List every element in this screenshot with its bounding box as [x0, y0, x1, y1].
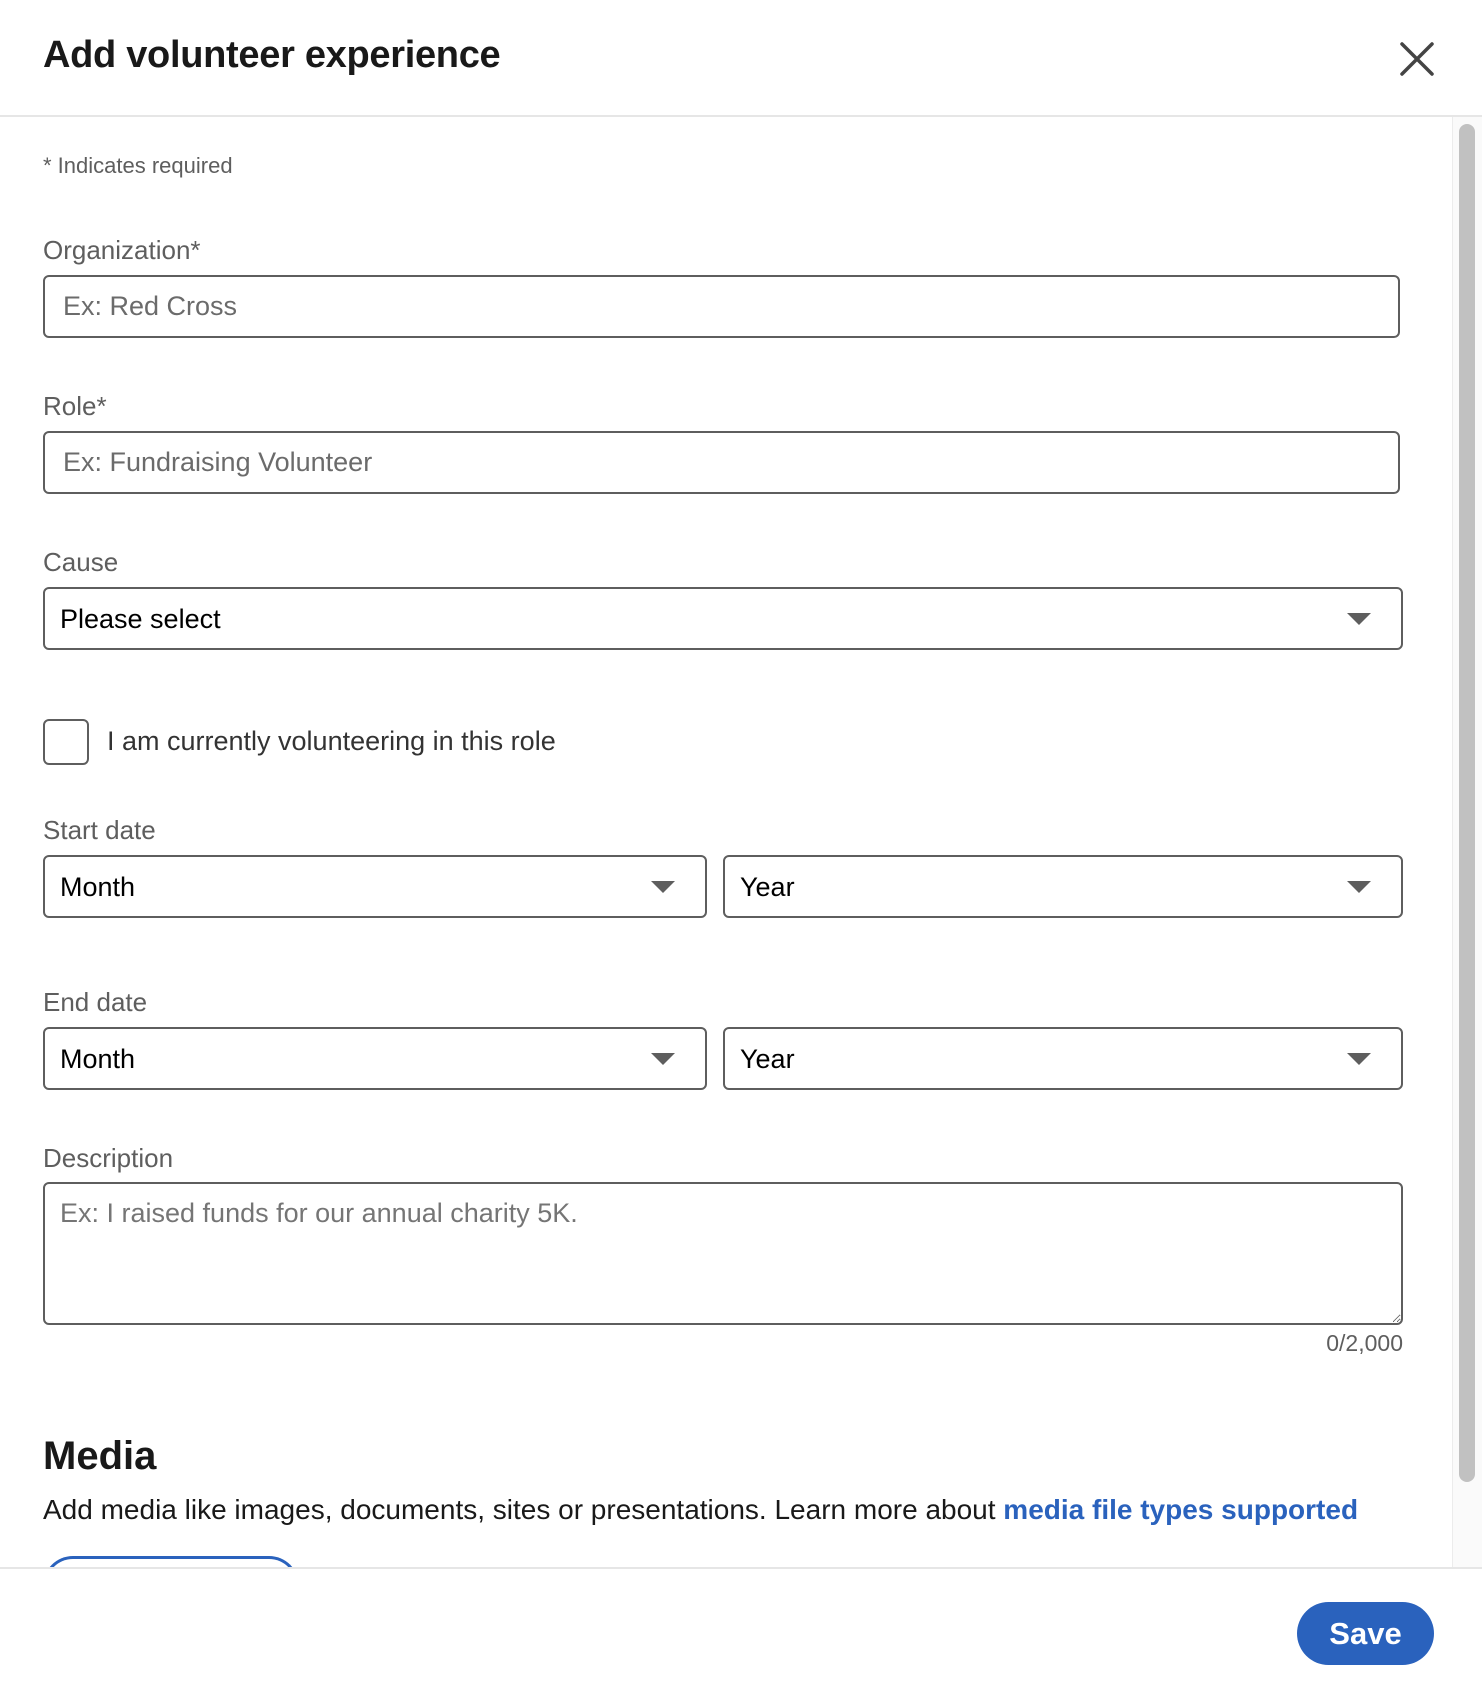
- end-month-select[interactable]: [43, 1027, 707, 1090]
- chevron-down-icon: [1347, 613, 1371, 625]
- organization-input[interactable]: [45, 277, 1398, 336]
- start-year-value: Year: [740, 872, 795, 902]
- required-note: * Indicates required: [43, 153, 233, 178]
- chevron-down-icon: [651, 1053, 675, 1065]
- media-file-types-link[interactable]: media file types supported: [1003, 1494, 1359, 1525]
- media-text: Add media like images, documents, sites or presentations. Learn more about: [43, 1494, 1004, 1525]
- start-month-value: Month: [60, 872, 136, 902]
- scrollbar-thumb[interactable]: [1459, 124, 1475, 1482]
- description-label: Description: [43, 1143, 174, 1173]
- header-divider: [0, 115, 1482, 117]
- currently-volunteering-checkbox[interactable]: [43, 719, 89, 765]
- start-month-select[interactable]: [43, 855, 707, 918]
- cause-select[interactable]: [43, 587, 1403, 650]
- description-textarea[interactable]: [43, 1182, 1403, 1325]
- dialog-footer: [0, 1569, 1482, 1688]
- end-year-select[interactable]: [723, 1027, 1403, 1090]
- media-heading: Media: [43, 1434, 157, 1478]
- dialog-title: Add volunteer experience: [43, 34, 501, 76]
- role-label: Role*: [43, 391, 107, 421]
- chevron-down-icon: [651, 881, 675, 893]
- role-input[interactable]: [45, 433, 1398, 492]
- start-date-label: Start date: [43, 815, 156, 845]
- end-year-value: Year: [740, 1044, 795, 1074]
- organization-field[interactable]: [43, 275, 1400, 338]
- close-button[interactable]: [1398, 40, 1436, 78]
- save-button[interactable]: Save: [1297, 1602, 1434, 1665]
- cause-label: Cause: [43, 547, 119, 577]
- chevron-down-icon: [1347, 1053, 1371, 1065]
- cause-selected-value: Please select: [60, 604, 221, 634]
- close-icon: [1398, 40, 1436, 78]
- character-counter: 0/2,000: [1326, 1330, 1403, 1356]
- organization-label: Organization*: [43, 235, 201, 265]
- end-month-value: Month: [60, 1044, 136, 1074]
- currently-volunteering-label[interactable]: I am currently volunteering in this role: [107, 726, 556, 756]
- media-description: [43, 1494, 1358, 1526]
- end-date-label: End date: [43, 987, 148, 1017]
- role-field[interactable]: [43, 431, 1400, 494]
- start-year-select[interactable]: [723, 855, 1403, 918]
- footer-divider: [0, 1567, 1482, 1569]
- chevron-down-icon: [1347, 881, 1371, 893]
